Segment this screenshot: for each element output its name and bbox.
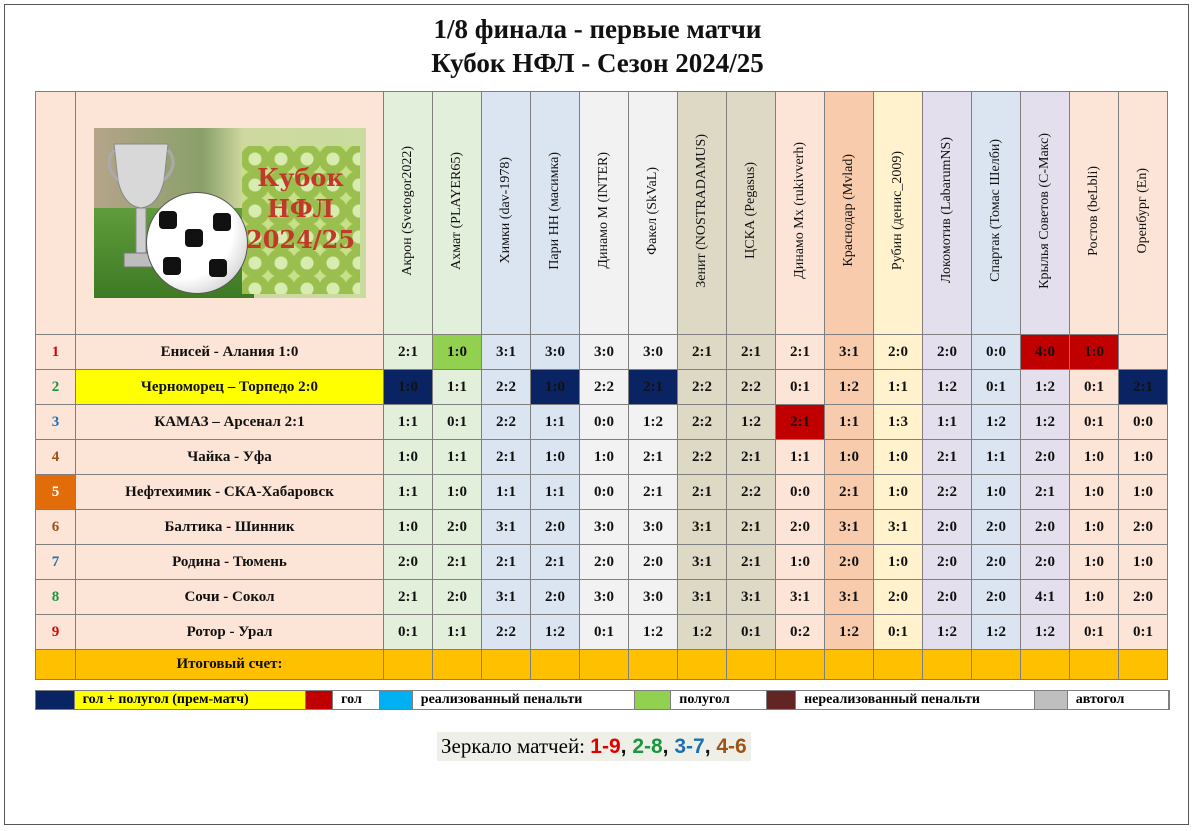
column-header xyxy=(482,92,531,335)
column-header-label: Динамо М (INTER) xyxy=(596,152,611,269)
column-header xyxy=(825,92,874,335)
column-header-label: Крылья Советов (С-Макс) xyxy=(1037,132,1052,289)
score-cell: 1:0 xyxy=(825,440,874,475)
score-cell: 2:0 xyxy=(531,580,580,615)
score-cell: 1:0 xyxy=(433,335,482,370)
column-header xyxy=(972,92,1021,335)
legend-label: гол + полугол (прем-матч) xyxy=(75,691,306,709)
logo-cell xyxy=(76,92,384,335)
score-cell: 1:1 xyxy=(531,405,580,440)
score-cell: 1:1 xyxy=(433,440,482,475)
total-cell xyxy=(433,650,482,680)
total-cell xyxy=(727,650,776,680)
total-label: Итоговый счет: xyxy=(76,650,384,680)
mirror-pair: 2-8 xyxy=(632,735,663,758)
legend-swatch xyxy=(36,691,75,709)
column-header-label: Факел (SkVaL) xyxy=(645,166,660,255)
column-header xyxy=(678,92,727,335)
results-table xyxy=(35,91,1168,680)
score-cell: 2:1 xyxy=(531,545,580,580)
score-cell: 1:0 xyxy=(531,440,580,475)
score-cell: 1:2 xyxy=(972,615,1021,650)
score-cell: 2:0 xyxy=(776,510,825,545)
score-cell: 1:1 xyxy=(825,405,874,440)
match-name: Черноморец – Торпедо 2:0 xyxy=(76,370,384,405)
match-name: Сочи - Сокол xyxy=(76,580,384,615)
score-cell: 3:0 xyxy=(629,580,678,615)
total-row xyxy=(36,650,1168,680)
score-cell: 1:1 xyxy=(972,440,1021,475)
score-cell: 3:1 xyxy=(678,510,727,545)
score-cell: 1:2 xyxy=(629,615,678,650)
score-cell: 1:1 xyxy=(482,475,531,510)
score-cell: 2:2 xyxy=(678,370,727,405)
score-cell: 0:1 xyxy=(972,370,1021,405)
logo-text xyxy=(244,162,358,255)
total-cell xyxy=(678,650,727,680)
row-number: 2 xyxy=(36,370,76,405)
score-cell: 1:1 xyxy=(776,440,825,475)
score-cell: 2:2 xyxy=(482,405,531,440)
score-cell: 0:1 xyxy=(433,405,482,440)
score-cell: 2:1 xyxy=(727,510,776,545)
score-cell: 1:0 xyxy=(874,475,923,510)
score-cell: 0:0 xyxy=(580,475,629,510)
score-cell: 2:1 xyxy=(678,335,727,370)
score-cell: 1:2 xyxy=(1021,405,1070,440)
score-cell: 0:1 xyxy=(384,615,433,650)
column-header-label: Зенит (NOSTRADAMUS) xyxy=(694,133,709,288)
score-cell: 3:0 xyxy=(629,335,678,370)
score-cell: 2:0 xyxy=(1119,580,1168,615)
score-cell: 1:0 xyxy=(972,475,1021,510)
total-cell xyxy=(1021,650,1070,680)
header-corner xyxy=(36,92,76,335)
score-cell: 2:0 xyxy=(1021,545,1070,580)
logo-text-line3: 2024/25 xyxy=(246,225,355,254)
total-cell xyxy=(776,650,825,680)
total-cell xyxy=(972,650,1021,680)
match-name: КАМАЗ – Арсенал 2:1 xyxy=(76,405,384,440)
score-cell: 3:0 xyxy=(580,580,629,615)
score-cell: 3:1 xyxy=(825,335,874,370)
column-header-label: Акрон (Svetogor2022) xyxy=(400,145,415,276)
score-cell: 2:1 xyxy=(482,440,531,475)
score-cell: 0:1 xyxy=(1119,615,1168,650)
score-cell: 2:1 xyxy=(629,440,678,475)
row-number: 6 xyxy=(36,510,76,545)
score-cell: 1:1 xyxy=(384,405,433,440)
table-row xyxy=(36,335,1168,370)
row-number: 7 xyxy=(36,545,76,580)
table-row xyxy=(36,580,1168,615)
mirror-pair: 1-9 xyxy=(590,735,621,758)
score-cell: 1:0 xyxy=(1119,545,1168,580)
header-row xyxy=(36,92,1168,335)
score-cell: 0:0 xyxy=(580,405,629,440)
score-cell: 1:0 xyxy=(384,510,433,545)
score-cell: 2:0 xyxy=(1021,510,1070,545)
score-cell: 2:2 xyxy=(482,370,531,405)
legend-label: гол xyxy=(333,691,380,709)
column-header xyxy=(384,92,433,335)
score-cell: 1:0 xyxy=(1070,545,1119,580)
column-header xyxy=(776,92,825,335)
score-cell: 0:1 xyxy=(727,615,776,650)
mirror-pair: 4-6 xyxy=(716,735,747,758)
column-header-label: Химки (dav-1978) xyxy=(498,157,513,264)
score-cell: 2:0 xyxy=(923,580,972,615)
score-cell: 2:1 xyxy=(384,335,433,370)
column-header xyxy=(923,92,972,335)
row-number: 1 xyxy=(36,335,76,370)
row-number: 9 xyxy=(36,615,76,650)
score-cell: 2:0 xyxy=(825,545,874,580)
score-cell: 2:0 xyxy=(972,580,1021,615)
score-cell: 4:0 xyxy=(1021,335,1070,370)
score-cell: 1:0 xyxy=(433,475,482,510)
score-cell: 1:0 xyxy=(776,545,825,580)
match-name: Балтика - Шинник xyxy=(76,510,384,545)
column-header-label: Краснодар (Mvlad) xyxy=(841,154,856,267)
score-cell: 2:0 xyxy=(923,335,972,370)
score-cell: 1:0 xyxy=(384,440,433,475)
score-cell: 2:0 xyxy=(923,545,972,580)
column-header-label: ЦСКА (Pegasus) xyxy=(743,162,758,259)
score-cell: 3:0 xyxy=(580,335,629,370)
score-cell: 0:0 xyxy=(1119,405,1168,440)
score-cell: 2:0 xyxy=(874,580,923,615)
score-cell: 1:1 xyxy=(874,370,923,405)
total-cell xyxy=(1119,650,1168,680)
score-cell: 2:2 xyxy=(580,370,629,405)
score-cell: 2:1 xyxy=(727,440,776,475)
score-cell: 1:2 xyxy=(972,405,1021,440)
score-cell: 3:0 xyxy=(531,335,580,370)
score-cell: 2:1 xyxy=(678,475,727,510)
score-cell: 0:2 xyxy=(776,615,825,650)
table-row xyxy=(36,475,1168,510)
column-header xyxy=(531,92,580,335)
score-cell: 1:0 xyxy=(1070,335,1119,370)
score-cell: 2:1 xyxy=(776,405,825,440)
legend-swatch xyxy=(767,691,796,709)
score-cell: 2:1 xyxy=(727,545,776,580)
score-cell xyxy=(1119,335,1168,370)
row-number: 4 xyxy=(36,440,76,475)
column-header-label: Ахмат (PLAYER65) xyxy=(449,151,464,270)
total-cell xyxy=(1070,650,1119,680)
score-cell: 1:2 xyxy=(825,370,874,405)
score-cell: 1:2 xyxy=(923,370,972,405)
score-cell: 1:2 xyxy=(727,405,776,440)
score-cell: 2:0 xyxy=(433,510,482,545)
column-header-label: Спартак (Томас Шелби) xyxy=(988,139,1003,282)
score-cell: 1:2 xyxy=(825,615,874,650)
score-cell: 2:0 xyxy=(1119,510,1168,545)
score-cell: 2:1 xyxy=(433,545,482,580)
column-header xyxy=(727,92,776,335)
legend-label: полугол xyxy=(671,691,767,709)
total-corner xyxy=(36,650,76,680)
score-cell: 1:2 xyxy=(1021,370,1070,405)
score-cell: 1:0 xyxy=(874,545,923,580)
score-cell: 1:0 xyxy=(1070,440,1119,475)
table-row xyxy=(36,510,1168,545)
total-cell xyxy=(825,650,874,680)
score-cell: 2:1 xyxy=(727,335,776,370)
score-cell: 2:1 xyxy=(776,335,825,370)
score-cell: 2:1 xyxy=(1021,475,1070,510)
score-cell: 0:1 xyxy=(874,615,923,650)
total-cell xyxy=(482,650,531,680)
score-cell: 2:0 xyxy=(580,545,629,580)
legend-swatch xyxy=(380,691,413,709)
mirror-label: Зеркало матчей: xyxy=(441,734,586,758)
row-number: 8 xyxy=(36,580,76,615)
score-cell: 2:0 xyxy=(629,545,678,580)
score-cell: 3:1 xyxy=(727,580,776,615)
legend xyxy=(35,690,1170,710)
total-cell xyxy=(531,650,580,680)
total-cell xyxy=(580,650,629,680)
score-cell: 0:1 xyxy=(1070,615,1119,650)
score-cell: 1:2 xyxy=(1021,615,1070,650)
score-cell: 1:2 xyxy=(678,615,727,650)
score-cell: 0:1 xyxy=(580,615,629,650)
score-cell: 3:0 xyxy=(629,510,678,545)
score-cell: 2:1 xyxy=(384,580,433,615)
score-cell: 1:1 xyxy=(433,615,482,650)
total-cell xyxy=(384,650,433,680)
legend-swatch xyxy=(306,691,333,709)
mirror-pair: 3-7 xyxy=(674,735,705,758)
score-cell: 2:1 xyxy=(825,475,874,510)
score-cell: 3:1 xyxy=(678,580,727,615)
score-cell: 1:1 xyxy=(923,405,972,440)
score-cell: 2:1 xyxy=(482,545,531,580)
score-cell: 1:0 xyxy=(1070,475,1119,510)
table-row xyxy=(36,545,1168,580)
total-cell xyxy=(874,650,923,680)
match-name: Чайка - Уфа xyxy=(76,440,384,475)
score-cell: 3:1 xyxy=(482,510,531,545)
score-cell: 3:1 xyxy=(874,510,923,545)
column-header xyxy=(629,92,678,335)
table-row xyxy=(36,440,1168,475)
score-cell: 3:1 xyxy=(825,580,874,615)
column-header-label: Локомотив (LabarumNS) xyxy=(939,137,954,284)
score-cell: 2:2 xyxy=(727,475,776,510)
total-cell xyxy=(629,650,678,680)
football-icon xyxy=(146,192,248,294)
cup-logo-image xyxy=(94,128,366,298)
match-name: Ротор - Урал xyxy=(76,615,384,650)
score-cell: 0:0 xyxy=(776,475,825,510)
column-header-label: Оренбург (En) xyxy=(1135,167,1150,254)
score-cell: 2:1 xyxy=(1119,370,1168,405)
score-cell: 2:0 xyxy=(972,545,1021,580)
score-cell: 0:1 xyxy=(1070,370,1119,405)
score-cell: 1:0 xyxy=(384,370,433,405)
logo-text-line2: НФЛ xyxy=(267,194,334,223)
match-name: Енисей - Алания 1:0 xyxy=(76,335,384,370)
score-cell: 3:1 xyxy=(678,545,727,580)
score-cell: 1:1 xyxy=(384,475,433,510)
match-name: Нефтехимик - СКА-Хабаровск xyxy=(76,475,384,510)
match-name: Родина - Тюмень xyxy=(76,545,384,580)
column-header xyxy=(1021,92,1070,335)
score-cell: 2:0 xyxy=(923,510,972,545)
score-cell: 1:0 xyxy=(580,440,629,475)
score-cell: 1:2 xyxy=(629,405,678,440)
table-row xyxy=(36,615,1168,650)
column-header xyxy=(433,92,482,335)
row-number: 3 xyxy=(36,405,76,440)
score-cell: 1:0 xyxy=(874,440,923,475)
score-cell: 2:2 xyxy=(727,370,776,405)
score-cell: 1:0 xyxy=(1119,440,1168,475)
page-title-line-2: Кубок НФЛ - Сезон 2024/25 xyxy=(431,48,764,78)
page-title-line-1: 1/8 финала - первые матчи xyxy=(433,14,762,44)
table-row xyxy=(36,370,1168,405)
table-row xyxy=(36,405,1168,440)
score-cell: 1:3 xyxy=(874,405,923,440)
score-cell: 1:2 xyxy=(531,615,580,650)
mirror-pairs: 1-9, 2-8, 3-7, 4-6 xyxy=(590,735,747,758)
score-cell: 3:1 xyxy=(482,335,531,370)
score-cell: 2:0 xyxy=(531,510,580,545)
score-cell: 0:1 xyxy=(776,370,825,405)
score-cell: 2:1 xyxy=(629,370,678,405)
score-cell: 1:0 xyxy=(1070,580,1119,615)
score-cell: 2:0 xyxy=(384,545,433,580)
score-cell: 1:0 xyxy=(1119,475,1168,510)
score-cell: 2:2 xyxy=(923,475,972,510)
score-cell: 2:0 xyxy=(972,510,1021,545)
legend-swatch xyxy=(635,691,672,709)
score-cell: 0:0 xyxy=(972,335,1021,370)
score-cell: 2:1 xyxy=(629,475,678,510)
column-header xyxy=(1070,92,1119,335)
column-header xyxy=(580,92,629,335)
column-header-label: Пари НН (масимка) xyxy=(547,151,562,270)
logo-text-line1: Кубок xyxy=(257,163,344,192)
score-cell: 3:0 xyxy=(580,510,629,545)
column-header xyxy=(1119,92,1168,335)
legend-label: реализованный пенальти xyxy=(413,691,635,709)
score-cell: 2:2 xyxy=(482,615,531,650)
score-cell: 3:1 xyxy=(776,580,825,615)
score-cell: 3:1 xyxy=(482,580,531,615)
legend-label: нереализованный пенальти xyxy=(796,691,1035,709)
score-cell: 1:1 xyxy=(433,370,482,405)
column-header-label: Динамо Мх (rukivverh) xyxy=(792,142,807,279)
total-cell xyxy=(923,650,972,680)
score-cell: 2:2 xyxy=(678,440,727,475)
legend-label: автогол xyxy=(1068,691,1169,709)
column-header-label: Рубин (денис_2009) xyxy=(890,150,905,271)
score-cell: 2:1 xyxy=(923,440,972,475)
score-cell: 1:0 xyxy=(531,370,580,405)
score-cell: 1:2 xyxy=(923,615,972,650)
legend-swatch xyxy=(1035,691,1068,709)
score-cell: 2:2 xyxy=(678,405,727,440)
row-number: 5 xyxy=(36,475,76,510)
score-cell: 2:0 xyxy=(1021,440,1070,475)
column-header xyxy=(874,92,923,335)
score-cell: 1:1 xyxy=(531,475,580,510)
score-cell: 0:1 xyxy=(1070,405,1119,440)
score-cell: 3:1 xyxy=(825,510,874,545)
score-cell: 2:0 xyxy=(433,580,482,615)
score-cell: 2:0 xyxy=(874,335,923,370)
score-cell: 4:1 xyxy=(1021,580,1070,615)
score-cell: 1:0 xyxy=(1070,510,1119,545)
mirror-note xyxy=(437,732,751,761)
column-header-label: Ростов (beLbli) xyxy=(1086,165,1101,256)
